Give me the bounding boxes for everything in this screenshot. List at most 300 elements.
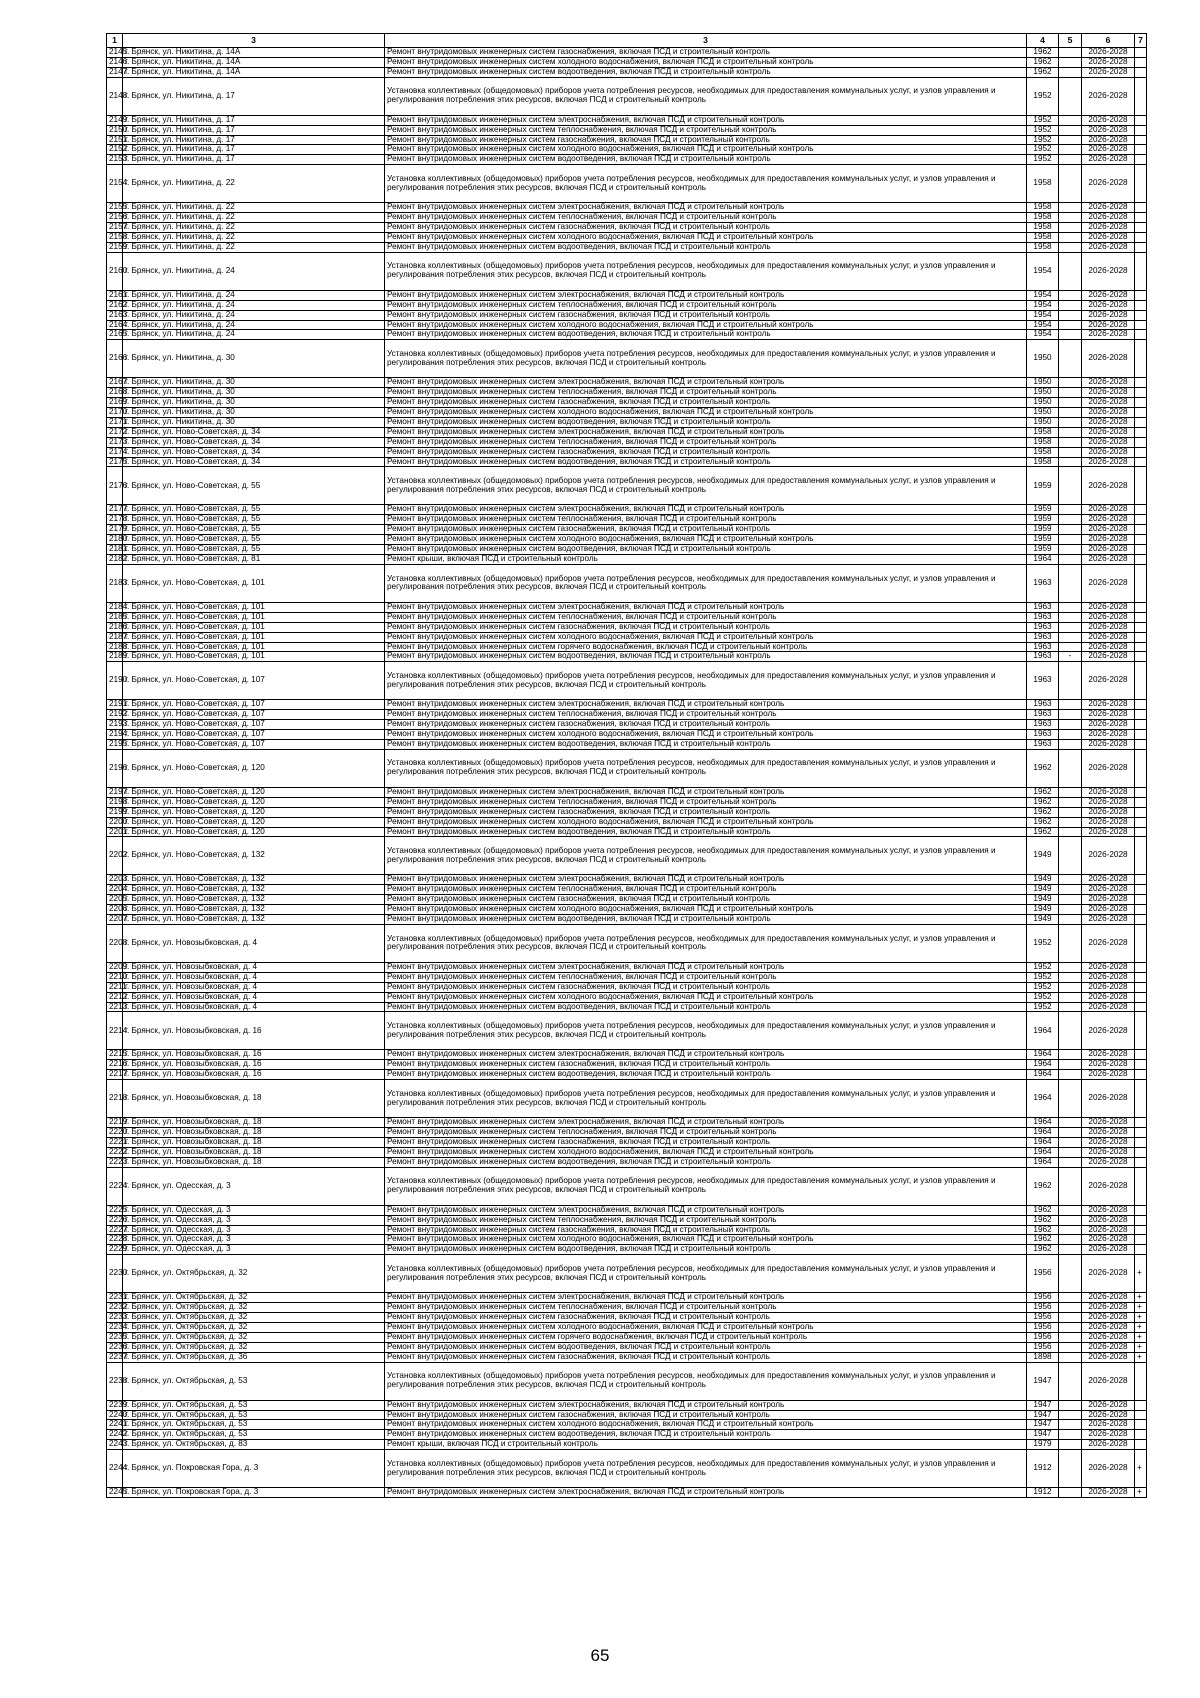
col7-mark	[1135, 398, 1147, 408]
build-year: 1950	[1027, 417, 1059, 427]
address-cell: г. Брянск, ул. Новозыбковская, д. 4	[123, 1002, 385, 1012]
col5-cell	[1059, 1420, 1082, 1430]
period-cell: 2026-2028	[1082, 1332, 1135, 1342]
build-year: 1950	[1027, 388, 1059, 398]
col5-cell	[1059, 1215, 1082, 1225]
col7-mark	[1135, 437, 1147, 447]
col7-mark	[1135, 972, 1147, 982]
address-cell: г. Брянск, ул. Новозыбковская, д. 18	[123, 1118, 385, 1128]
work-description: Установка коллективных (общедомовых) приборов учета потребления ресурсов, необходимых для предоставления коммунальных услуг, и узлов управления и регулирования потребления этих ресурсов, включая ПСД и строительный контроль	[385, 1012, 1027, 1050]
period-cell: 2026-2028	[1082, 340, 1135, 378]
table-row	[107, 1215, 1147, 1225]
work-description: Ремонт внутридомовых инженерных систем электроснабжения, включая ПСД и строительный контроль	[385, 1293, 1027, 1303]
address-cell: г. Брянск, ул. Никитина, д. 30	[123, 398, 385, 408]
col7-mark	[1135, 165, 1147, 203]
period-cell: 2026-2028	[1082, 700, 1135, 710]
col5-cell	[1059, 962, 1082, 972]
col5-cell	[1059, 1488, 1082, 1498]
col5-cell	[1059, 213, 1082, 223]
build-year: 1952	[1027, 972, 1059, 982]
table-row	[107, 427, 1147, 437]
row-number: 2177	[107, 505, 123, 515]
row-number: 2191	[107, 700, 123, 710]
address-cell: г. Брянск, ул. Ново-Советская, д. 34	[123, 457, 385, 467]
build-year: 1958	[1027, 457, 1059, 467]
row-number: 2166	[107, 340, 123, 378]
table-row	[107, 165, 1147, 203]
work-description: Ремонт внутридомовых инженерных систем теплоснабжения, включая ПСД и строительный контроль	[385, 125, 1027, 135]
period-cell: 2026-2028	[1082, 1118, 1135, 1128]
work-description: Ремонт внутридомовых инженерных систем газоснабжения, включая ПСД и строительный контроль	[385, 525, 1027, 535]
table-row	[107, 915, 1147, 925]
build-year: 1954	[1027, 290, 1059, 300]
work-description: Ремонт внутридомовых инженерных систем холодного водоснабжения, включая ПСД и строительный контроль	[385, 1235, 1027, 1245]
address-cell: г. Брянск, ул. Новозыбковская, д. 4	[123, 924, 385, 962]
col5-cell	[1059, 125, 1082, 135]
row-number: 2233	[107, 1313, 123, 1323]
row-number: 2221	[107, 1138, 123, 1148]
work-description: Ремонт внутридомовых инженерных систем холодного водоснабжения, включая ПСД и строительный контроль	[385, 1322, 1027, 1332]
build-year: 1912	[1027, 1488, 1059, 1498]
col5-cell	[1059, 427, 1082, 437]
address-cell: г. Брянск, ул. Октябрьская, д. 32	[123, 1293, 385, 1303]
build-year: 1952	[1027, 125, 1059, 135]
address-cell: г. Брянск, ул. Покровская Гора, д. 3	[123, 1450, 385, 1488]
table-row	[107, 290, 1147, 300]
period-cell: 2026-2028	[1082, 564, 1135, 602]
table-row	[107, 48, 1147, 58]
period-cell: 2026-2028	[1082, 1002, 1135, 1012]
row-number: 2205	[107, 895, 123, 905]
row-number: 2163	[107, 310, 123, 320]
row-number: 2204	[107, 885, 123, 895]
period-cell: 2026-2028	[1082, 437, 1135, 447]
work-description: Ремонт внутридомовых инженерных систем водоотведения, включая ПСД и строительный контроль	[385, 1342, 1027, 1352]
row-number: 2197	[107, 787, 123, 797]
period-cell: 2026-2028	[1082, 1167, 1135, 1205]
col5-cell	[1059, 632, 1082, 642]
build-year: 1949	[1027, 905, 1059, 915]
col5-cell	[1059, 457, 1082, 467]
work-description: Ремонт внутридомовых инженерных систем электроснабжения, включая ПСД и строительный контроль	[385, 1050, 1027, 1060]
work-description: Ремонт внутридомовых инженерных систем электроснабжения, включая ПСД и строительный контроль	[385, 505, 1027, 515]
build-year: 1962	[1027, 1205, 1059, 1215]
address-cell: г. Брянск, ул. Одесская, д. 3	[123, 1245, 385, 1255]
period-cell: 2026-2028	[1082, 1205, 1135, 1215]
period-cell: 2026-2028	[1082, 885, 1135, 895]
row-number: 2213	[107, 1002, 123, 1012]
col5-cell	[1059, 720, 1082, 730]
address-cell: г. Брянск, ул. Никитина, д. 17	[123, 77, 385, 115]
col5-cell	[1059, 992, 1082, 1002]
address-cell: г. Брянск, ул. Новозыбковская, д. 4	[123, 992, 385, 1002]
address-cell: г. Брянск, ул. Октябрьская, д. 32	[123, 1313, 385, 1323]
work-description: Ремонт внутридомовых инженерных систем холодного водоснабжения, включая ПСД и строительный контроль	[385, 632, 1027, 642]
work-description: Установка коллективных (общедомовых) приборов учета потребления ресурсов, необходимых для предоставления коммунальных услуг, и узлов управления и регулирования потребления этих ресурсов, включая ПСД и строительный контроль	[385, 662, 1027, 700]
col7-mark	[1135, 545, 1147, 555]
col7-mark	[1135, 340, 1147, 378]
period-cell: 2026-2028	[1082, 252, 1135, 290]
period-cell: 2026-2028	[1082, 602, 1135, 612]
period-cell: 2026-2028	[1082, 1147, 1135, 1157]
table-row	[107, 398, 1147, 408]
row-number: 2183	[107, 564, 123, 602]
address-cell: г. Брянск, ул. Никитина, д. 24	[123, 252, 385, 290]
table-row	[107, 797, 1147, 807]
header-col-period: 6	[1082, 34, 1135, 48]
address-cell: г. Брянск, ул. Никитина, д. 22	[123, 223, 385, 233]
build-year: 1963	[1027, 602, 1059, 612]
build-year: 1952	[1027, 1002, 1059, 1012]
work-description: Ремонт внутридомовых инженерных систем газоснабжения, включая ПСД и строительный контроль	[385, 622, 1027, 632]
col7-mark: +	[1135, 1313, 1147, 1323]
work-description: Ремонт внутридомовых инженерных систем теплоснабжения, включая ПСД и строительный контроль	[385, 797, 1027, 807]
period-cell: 2026-2028	[1082, 125, 1135, 135]
col7-mark	[1135, 135, 1147, 145]
row-number: 2207	[107, 915, 123, 925]
work-description: Ремонт внутридомовых инженерных систем холодного водоснабжения, включая ПСД и строительный контроль	[385, 320, 1027, 330]
row-number: 2198	[107, 797, 123, 807]
period-cell: 2026-2028	[1082, 1012, 1135, 1050]
col7-mark	[1135, 1410, 1147, 1420]
address-cell: г. Брянск, ул. Ново-Советская, д. 132	[123, 905, 385, 915]
period-cell: 2026-2028	[1082, 447, 1135, 457]
build-year: 1950	[1027, 340, 1059, 378]
period-cell: 2026-2028	[1082, 48, 1135, 58]
col5-cell	[1059, 155, 1082, 165]
row-number: 2225	[107, 1205, 123, 1215]
col5-cell	[1059, 700, 1082, 710]
col5-cell	[1059, 1245, 1082, 1255]
period-cell: 2026-2028	[1082, 720, 1135, 730]
period-cell: 2026-2028	[1082, 905, 1135, 915]
table-row	[107, 1070, 1147, 1080]
period-cell: 2026-2028	[1082, 1440, 1135, 1450]
work-description: Установка коллективных (общедомовых) приборов учета потребления ресурсов, необходимых для предоставления коммунальных услуг, и узлов управления и регулирования потребления этих ресурсов, включая ПСД и строительный контроль	[385, 837, 1027, 875]
table-row	[107, 787, 1147, 797]
col5-cell	[1059, 135, 1082, 145]
address-cell: г. Брянск, ул. Октябрьская, д. 32	[123, 1255, 385, 1293]
build-year: 1964	[1027, 1157, 1059, 1167]
page-number: 65	[590, 1646, 610, 1665]
address-cell: г. Брянск, ул. Никитина, д. 17	[123, 145, 385, 155]
row-number: 2175	[107, 457, 123, 467]
build-year: 1963	[1027, 632, 1059, 642]
row-number: 2180	[107, 535, 123, 545]
work-description: Ремонт внутридомовых инженерных систем электроснабжения, включая ПСД и строительный контроль	[385, 427, 1027, 437]
col7-mark	[1135, 213, 1147, 223]
build-year: 1962	[1027, 1235, 1059, 1245]
col7-mark	[1135, 1215, 1147, 1225]
build-year: 1963	[1027, 700, 1059, 710]
col5-cell	[1059, 320, 1082, 330]
table-row	[107, 1362, 1147, 1400]
work-description: Ремонт внутридомовых инженерных систем газоснабжения, включая ПСД и строительный контроль	[385, 223, 1027, 233]
work-description: Ремонт внутридомовых инженерных систем водоотведения, включая ПСД и строительный контроль	[385, 242, 1027, 252]
table-row	[107, 457, 1147, 467]
col7-mark	[1135, 77, 1147, 115]
col5-cell	[1059, 77, 1082, 115]
period-cell: 2026-2028	[1082, 710, 1135, 720]
row-number: 2227	[107, 1225, 123, 1235]
address-cell: г. Брянск, ул. Ново-Советская, д. 107	[123, 662, 385, 700]
address-cell: г. Брянск, ул. Ново-Советская, д. 55	[123, 525, 385, 535]
col5-cell	[1059, 749, 1082, 787]
col5-cell	[1059, 1070, 1082, 1080]
period-cell: 2026-2028	[1082, 915, 1135, 925]
address-cell: г. Брянск, ул. Октябрьская, д. 32	[123, 1332, 385, 1342]
table-row	[107, 1313, 1147, 1323]
build-year: 1958	[1027, 213, 1059, 223]
work-description: Ремонт внутридомовых инженерных систем водоотведения, включая ПСД и строительный контроль	[385, 739, 1027, 749]
table-row	[107, 125, 1147, 135]
period-cell: 2026-2028	[1082, 652, 1135, 662]
row-number: 2169	[107, 398, 123, 408]
row-number: 2222	[107, 1147, 123, 1157]
build-year: 1947	[1027, 1410, 1059, 1420]
work-description: Ремонт внутридомовых инженерных систем газоснабжения, включая ПСД и строительный контроль	[385, 982, 1027, 992]
table-row	[107, 1450, 1147, 1488]
row-number: 2239	[107, 1400, 123, 1410]
work-description: Ремонт внутридомовых инженерных систем холодного водоснабжения, включая ПСД и строительный контроль	[385, 408, 1027, 418]
work-description: Ремонт внутридомовых инженерных систем теплоснабжения, включая ПСД и строительный контроль	[385, 972, 1027, 982]
work-description: Ремонт внутридомовых инженерных систем водоотведения, включая ПСД и строительный контроль	[385, 1070, 1027, 1080]
build-year: 1963	[1027, 622, 1059, 632]
period-cell: 2026-2028	[1082, 730, 1135, 740]
col7-mark	[1135, 1400, 1147, 1410]
build-year: 1898	[1027, 1352, 1059, 1362]
col7-mark	[1135, 895, 1147, 905]
build-year: 1958	[1027, 242, 1059, 252]
row-number: 2164	[107, 320, 123, 330]
col7-mark	[1135, 1080, 1147, 1118]
table-row	[107, 417, 1147, 427]
table-row	[107, 1225, 1147, 1235]
col7-mark	[1135, 145, 1147, 155]
work-description: Ремонт внутридомовых инженерных систем водоотведения, включая ПСД и строительный контроль	[385, 67, 1027, 77]
work-description: Ремонт внутридомовых инженерных систем электроснабжения, включая ПСД и строительный контроль	[385, 1400, 1027, 1410]
table-row	[107, 378, 1147, 388]
table-row	[107, 1430, 1147, 1440]
row-number: 2193	[107, 720, 123, 730]
table-row	[107, 1118, 1147, 1128]
col5-cell	[1059, 730, 1082, 740]
col5-cell	[1059, 252, 1082, 290]
address-cell: г. Брянск, ул. Новозыбковская, д. 18	[123, 1157, 385, 1167]
work-description: Ремонт внутридомовых инженерных систем электроснабжения, включая ПСД и строительный контроль	[385, 602, 1027, 612]
row-number: 2185	[107, 612, 123, 622]
table-row	[107, 1205, 1147, 1215]
build-year: 1958	[1027, 203, 1059, 213]
row-number: 2195	[107, 739, 123, 749]
row-number: 2160	[107, 252, 123, 290]
address-cell: г. Брянск, ул. Никитина, д. 24	[123, 320, 385, 330]
address-cell: г. Брянск, ул. Новозыбковская, д. 4	[123, 982, 385, 992]
address-cell: г. Брянск, ул. Ново-Советская, д. 101	[123, 602, 385, 612]
address-cell: г. Брянск, ул. Ново-Советская, д. 120	[123, 827, 385, 837]
address-cell: г. Брянск, ул. Новозыбковская, д. 18	[123, 1128, 385, 1138]
col5-cell	[1059, 378, 1082, 388]
work-description: Ремонт внутридомовых инженерных систем газоснабжения, включая ПСД и строительный контроль	[385, 398, 1027, 408]
period-cell: 2026-2028	[1082, 77, 1135, 115]
row-number: 2211	[107, 982, 123, 992]
work-description: Ремонт внутридомовых инженерных систем газоснабжения, включая ПСД и строительный контроль	[385, 447, 1027, 457]
col7-mark	[1135, 924, 1147, 962]
col5-cell	[1059, 564, 1082, 602]
row-number: 2155	[107, 203, 123, 213]
row-number: 2179	[107, 525, 123, 535]
col7-mark: +	[1135, 1450, 1147, 1488]
col7-mark	[1135, 1245, 1147, 1255]
col5-cell	[1059, 915, 1082, 925]
period-cell: 2026-2028	[1082, 1293, 1135, 1303]
work-description: Ремонт внутридомовых инженерных систем газоснабжения, включая ПСД и строительный контроль	[385, 807, 1027, 817]
table-row	[107, 57, 1147, 67]
build-year: 1959	[1027, 545, 1059, 555]
table-row	[107, 837, 1147, 875]
table-body	[107, 48, 1147, 1498]
build-year: 1979	[1027, 1440, 1059, 1450]
col7-mark: +	[1135, 1488, 1147, 1498]
table-row	[107, 905, 1147, 915]
build-year: 1950	[1027, 378, 1059, 388]
address-cell: г. Брянск, ул. Никитина, д. 30	[123, 388, 385, 398]
period-cell: 2026-2028	[1082, 1342, 1135, 1352]
build-year: 1964	[1027, 1118, 1059, 1128]
build-year: 1952	[1027, 77, 1059, 115]
work-description: Ремонт крыши, включая ПСД и строительный контроль	[385, 555, 1027, 565]
build-year: 1954	[1027, 310, 1059, 320]
address-cell: г. Брянск, ул. Одесская, д. 3	[123, 1235, 385, 1245]
period-cell: 2026-2028	[1082, 310, 1135, 320]
row-number: 2152	[107, 145, 123, 155]
col7-mark	[1135, 535, 1147, 545]
work-description: Ремонт внутридомовых инженерных систем газоснабжения, включая ПСД и строительный контроль	[385, 48, 1027, 58]
row-number: 2209	[107, 962, 123, 972]
period-cell: 2026-2028	[1082, 1420, 1135, 1430]
address-cell: г. Брянск, ул. Одесская, д. 3	[123, 1167, 385, 1205]
work-description: Ремонт внутридомовых инженерных систем теплоснабжения, включая ПСД и строительный контроль	[385, 213, 1027, 223]
col7-mark	[1135, 252, 1147, 290]
row-number: 2202	[107, 837, 123, 875]
period-cell: 2026-2028	[1082, 622, 1135, 632]
build-year: 1956	[1027, 1313, 1059, 1323]
build-year: 1956	[1027, 1303, 1059, 1313]
build-year: 1962	[1027, 827, 1059, 837]
col7-mark	[1135, 48, 1147, 58]
build-year: 1949	[1027, 895, 1059, 905]
work-description: Ремонт внутридомовых инженерных систем газоснабжения, включая ПСД и строительный контроль	[385, 1410, 1027, 1420]
work-description: Ремонт внутридомовых инженерных систем теплоснабжения, включая ПСД и строительный контроль	[385, 437, 1027, 447]
build-year: 1959	[1027, 535, 1059, 545]
build-year: 1956	[1027, 1332, 1059, 1342]
build-year: 1947	[1027, 1362, 1059, 1400]
col7-mark	[1135, 290, 1147, 300]
work-description: Ремонт внутридомовых инженерных систем электроснабжения, включая ПСД и строительный контроль	[385, 203, 1027, 213]
work-description: Ремонт внутридомовых инженерных систем водоотведения, включая ПСД и строительный контроль	[385, 417, 1027, 427]
work-description: Ремонт внутридомовых инженерных систем газоснабжения, включая ПСД и строительный контроль	[385, 135, 1027, 145]
work-description: Ремонт внутридомовых инженерных систем газоснабжения, включая ПСД и строительный контроль	[385, 1060, 1027, 1070]
period-cell: 2026-2028	[1082, 837, 1135, 875]
period-cell: 2026-2028	[1082, 378, 1135, 388]
address-cell: г. Брянск, ул. Никитина, д. 14А	[123, 67, 385, 77]
period-cell: 2026-2028	[1082, 320, 1135, 330]
period-cell: 2026-2028	[1082, 203, 1135, 213]
build-year: 1962	[1027, 48, 1059, 58]
col5-cell	[1059, 1400, 1082, 1410]
col7-mark	[1135, 457, 1147, 467]
build-year: 1952	[1027, 962, 1059, 972]
period-cell: 2026-2028	[1082, 895, 1135, 905]
table-row	[107, 1002, 1147, 1012]
table-row	[107, 1080, 1147, 1118]
row-number: 2229	[107, 1245, 123, 1255]
col5-cell	[1059, 417, 1082, 427]
col5-cell	[1059, 662, 1082, 700]
build-year: 1963	[1027, 730, 1059, 740]
table-row	[107, 642, 1147, 652]
col7-mark: +	[1135, 1352, 1147, 1362]
build-year: 1958	[1027, 232, 1059, 242]
work-description: Ремонт внутридомовых инженерных систем теплоснабжения, включая ПСД и строительный контроль	[385, 300, 1027, 310]
build-year: 1956	[1027, 1255, 1059, 1293]
address-cell: г. Брянск, ул. Ново-Советская, д. 101	[123, 612, 385, 622]
work-description: Ремонт внутридомовых инженерных систем водоотведения, включая ПСД и строительный контроль	[385, 1245, 1027, 1255]
col5-cell	[1059, 1322, 1082, 1332]
col7-mark	[1135, 797, 1147, 807]
row-number: 2234	[107, 1322, 123, 1332]
header-col-number: 1	[107, 34, 123, 48]
address-cell: г. Брянск, ул. Ново-Советская, д. 120	[123, 797, 385, 807]
table-row	[107, 1488, 1147, 1498]
col5-cell	[1059, 1050, 1082, 1060]
col7-mark	[1135, 232, 1147, 242]
build-year: 1956	[1027, 1293, 1059, 1303]
row-number: 2194	[107, 730, 123, 740]
col5-cell	[1059, 622, 1082, 632]
work-description: Ремонт внутридомовых инженерных систем теплоснабжения, включая ПСД и строительный контроль	[385, 885, 1027, 895]
col5-cell	[1059, 885, 1082, 895]
table-header-row	[107, 34, 1147, 48]
table-row	[107, 895, 1147, 905]
registry-table	[106, 33, 1147, 1498]
row-number: 2226	[107, 1215, 123, 1225]
header-col-year: 4	[1027, 34, 1059, 48]
table-row	[107, 1235, 1147, 1245]
build-year: 1964	[1027, 1138, 1059, 1148]
build-year: 1962	[1027, 749, 1059, 787]
col5-cell	[1059, 1147, 1082, 1157]
period-cell: 2026-2028	[1082, 807, 1135, 817]
col7-mark	[1135, 203, 1147, 213]
col5-cell	[1059, 905, 1082, 915]
row-number: 2149	[107, 115, 123, 125]
col5-cell	[1059, 612, 1082, 622]
address-cell: г. Брянск, ул. Ново-Советская, д. 132	[123, 837, 385, 875]
address-cell: г. Брянск, ул. Октябрьская, д. 53	[123, 1410, 385, 1420]
build-year: 1964	[1027, 1128, 1059, 1138]
period-cell: 2026-2028	[1082, 875, 1135, 885]
address-cell: г. Брянск, ул. Ново-Советская, д. 101	[123, 622, 385, 632]
period-cell: 2026-2028	[1082, 1245, 1135, 1255]
col7-mark	[1135, 555, 1147, 565]
address-cell: г. Брянск, ул. Никитина, д. 30	[123, 378, 385, 388]
col7-mark	[1135, 417, 1147, 427]
row-number: 2154	[107, 165, 123, 203]
row-number: 2146	[107, 57, 123, 67]
build-year: 1958	[1027, 165, 1059, 203]
col5-cell	[1059, 837, 1082, 875]
